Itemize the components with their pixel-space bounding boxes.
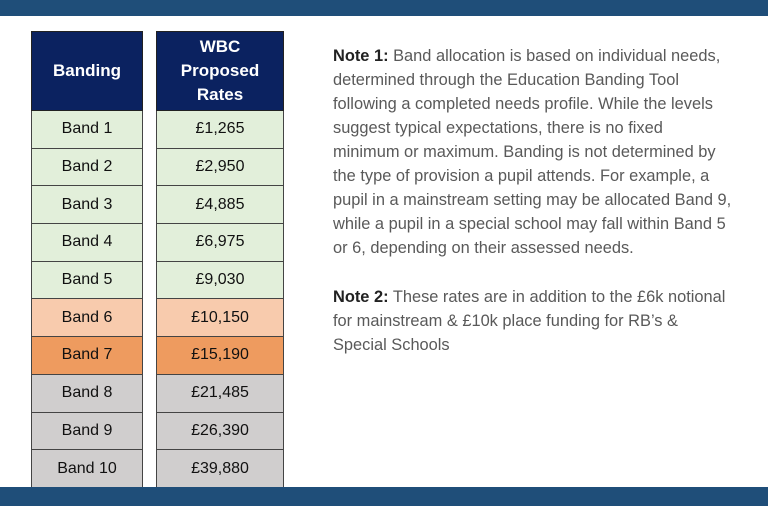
band-cell: Band 1 bbox=[31, 111, 143, 149]
rates-column bbox=[156, 31, 284, 488]
band-cell: Band 7 bbox=[31, 337, 143, 375]
note-2 bbox=[333, 285, 733, 357]
rate-cell: £39,880 bbox=[156, 450, 284, 488]
rates-header bbox=[156, 31, 284, 111]
rate-cell: £4,885 bbox=[156, 186, 284, 224]
band-cell: Band 5 bbox=[31, 262, 143, 300]
rates-header-line: WBC bbox=[199, 37, 241, 56]
note-1-title: Note 1: bbox=[333, 47, 389, 65]
top-banner-bar bbox=[0, 0, 768, 16]
band-cell: Band 10 bbox=[31, 450, 143, 488]
band-cell: Band 2 bbox=[31, 149, 143, 187]
rate-cell: £15,190 bbox=[156, 337, 284, 375]
bottom-banner-bar bbox=[0, 487, 768, 506]
band-cell: Band 4 bbox=[31, 224, 143, 262]
rate-cell: £9,030 bbox=[156, 262, 284, 300]
rate-cell: £2,950 bbox=[156, 149, 284, 187]
note-1-text: Band allocation is based on individual needs, determined through the Education Banding Tool following a completed needs profile. While the levels suggest typical expectations, there is no fixed minimum or maximum. Banding is not determined by the type of provision a pupil attends. For example, a pupil in a mainstream setting may be allocated Band 9, while a pupil in a special school may fall within Band 5 or 6, depending on their assessed needs. bbox=[333, 47, 732, 257]
banding-header: Banding bbox=[31, 31, 143, 111]
rates-header-line: Proposed bbox=[180, 61, 260, 80]
rate-cell: £10,150 bbox=[156, 299, 284, 337]
note-2-text: These rates are in addition to the £6k notional for mainstream & £10k place funding for RB’s & Special Schools bbox=[333, 288, 726, 354]
rate-cell: £26,390 bbox=[156, 413, 284, 451]
note-1 bbox=[333, 44, 733, 260]
notes-panel bbox=[333, 44, 733, 357]
rates-header-line: Rates bbox=[196, 85, 244, 104]
band-cell: Band 9 bbox=[31, 413, 143, 451]
banding-column bbox=[31, 31, 143, 488]
rate-cell: £21,485 bbox=[156, 375, 284, 413]
rate-cell: £6,975 bbox=[156, 224, 284, 262]
band-cell: Band 6 bbox=[31, 299, 143, 337]
banding-cells bbox=[31, 111, 143, 488]
note-2-title: Note 2: bbox=[333, 288, 389, 306]
rate-cell: £1,265 bbox=[156, 111, 284, 149]
band-cell: Band 3 bbox=[31, 186, 143, 224]
rates-cells bbox=[156, 111, 284, 488]
band-cell: Band 8 bbox=[31, 375, 143, 413]
